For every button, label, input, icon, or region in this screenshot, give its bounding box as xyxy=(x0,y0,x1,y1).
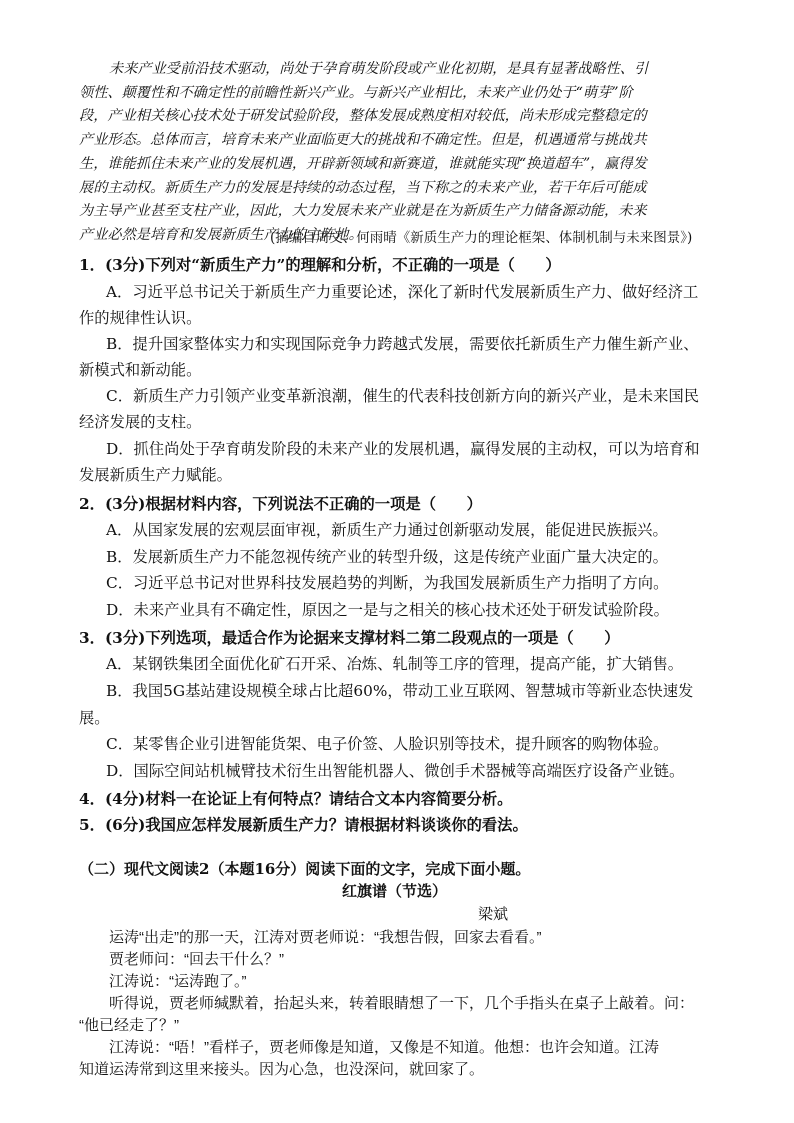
question-1-option-b: B．提升国家整体实力和实现国际竞争力跨越式发展，需要依托新质生产力催生新产业、 xyxy=(106,335,699,353)
question-1-option-c-cont: 经济发展的支柱。 xyxy=(79,413,202,431)
question-1-option-a: A．习近平总书记关于新质生产力重要论述，深化了新时代发展新质生产力、做好经济工 xyxy=(106,283,699,301)
story-paragraph: 贾老师问：“回去干什么？” xyxy=(109,951,284,968)
question-2-option-c: C．习近平总书记对世界科技发展趋势的判断，为我国发展新质生产力指明了方向。 xyxy=(106,574,669,592)
material-passage xyxy=(79,58,719,248)
question-2-option-d: D．未来产业具有不确定性，原因之一是与之相关的核心技术还处于研发试验阶段。 xyxy=(106,601,669,619)
question-3-option-b: B．我国5G基站建设规模全球占比超60%，带动工业互联网、智慧城市等新业态快速发 xyxy=(106,682,694,700)
question-3-option-a: A．某钢铁集团全面优化矿石开采、冶炼、轧制等工序的管理，提高产能，扩大销售。 xyxy=(106,655,684,673)
question-1-option-a-cont: 作的规律性认识。 xyxy=(79,309,202,327)
passage-citation: (摘编自周文、何雨晴《新质生产力的理论框架、体制机制与未来图景》) xyxy=(270,230,693,246)
question-3-option-c: C．某零售企业引进智能货架、电子价签、人脸识别等技术，提升顾客的购物体验。 xyxy=(106,735,669,753)
passage-line: 为主导产业甚至支柱产业，因此，大力发展未来产业就是在为新质生产力储备源动能，未来 xyxy=(79,203,647,220)
question-3-option-d: D．国际空间站机械臂技术衍生出智能机器人、微创手术器械等高端医疗设备产业链。 xyxy=(106,762,685,780)
question-1-stem: 1．(3分)下列对“新质生产力”的理解和分析，不正确的一项是（ ） xyxy=(79,256,561,274)
story-paragraph: 听得说，贾老师缄默着，抬起头来，转着眼睛想了一下，几个手指头在桌子上敲着。问： xyxy=(109,995,695,1012)
passage-line: 未来产业受前沿技术驱动，尚处于孕育萌发阶段或产业化初期，是具有显著战略性、引 xyxy=(109,61,649,77)
passage-line: 生，谁能抓住未来产业的发展机遇，开辟新领域和新赛道，谁就能实现“换道超车”，赢得发 xyxy=(79,155,647,172)
question-2-option-b: B．发展新质生产力不能忽视传统产业的转型升级，这是传统产业面广量大决定的。 xyxy=(106,548,668,566)
question-5-stem: 5．(6分)我国应怎样发展新质生产力？请根据材料谈谈你的看法。 xyxy=(79,816,528,834)
passage-line: 产业必然是培育和发展新质生产力的主阵地。 xyxy=(79,226,363,243)
passage-line: 段，产业相关核心技术处于研发试验阶段，整体发展成熟度相对较低，尚未形成完整稳定的 xyxy=(79,108,647,125)
question-1-option-d-cont: 发展新质生产力赋能。 xyxy=(79,466,232,484)
question-1-option-d: D．抓住尚处于孕育萌发阶段的未来产业的发展机遇，赢得发展的主动权，可以为培育和 xyxy=(106,440,700,458)
story-paragraph: 江涛说：“运涛跑了。” xyxy=(109,973,247,990)
story-author: 梁斌 xyxy=(478,905,509,923)
story-paragraph-cont: “他已经走了？” xyxy=(79,1017,179,1034)
question-2-stem: 2．(3分)根据材料内容，下列说法不正确的一项是（ ） xyxy=(79,495,482,513)
question-4-stem: 4．(4分)材料一在论证上有何特点？请结合文本内容简要分析。 xyxy=(79,790,513,808)
section-2-heading: （二）现代文阅读2（本题16分）阅读下面的文字，完成下面小题。 xyxy=(79,860,531,878)
passage-line: 展的主动权。新质生产力的发展是持续的动态过程，当下称之的未来产业，若干年后可能成 xyxy=(79,179,647,196)
question-1-option-b-cont: 新模式和新动能。 xyxy=(79,361,202,379)
story-paragraph: 江涛说：“唔！”看样子，贾老师像是知道，又像是不知道。他想：也许会知道。江涛 xyxy=(109,1039,659,1056)
question-2-option-a: A．从国家发展的宏观层面审视，新质生产力通过创新驱动发展，能促进民族振兴。 xyxy=(106,521,668,539)
story-paragraph-cont: 知道运涛常到这里来接头。因为心急，也没深问，就回家了。 xyxy=(79,1061,485,1078)
question-1-option-c: C．新质生产力引领产业变革新浪潮，催生的代表科技创新方向的新兴产业，是未来国民 xyxy=(106,387,699,405)
question-3-option-b-cont: 展。 xyxy=(79,709,110,727)
passage-line: 领性、颠覆性和不确定性的前瞻性新兴产业。与新兴产业相比，未来产业仍处于“萌芽”阶 xyxy=(79,84,633,101)
passage-line: 产业形态。总体而言，培育未来产业面临更大的挑战和不确定性。但是，机遇通常与挑战共 xyxy=(79,132,647,149)
story-title: 红旗谱（节选） xyxy=(342,882,448,900)
story-paragraph: 运涛“出走”的那一天，江涛对贾老师说：“我想告假，回家去看看。” xyxy=(109,929,542,946)
question-3-stem: 3．(3分)下列选项，最适合作为论据来支撑材料二第二段观点的一项是（ ） xyxy=(79,629,620,647)
